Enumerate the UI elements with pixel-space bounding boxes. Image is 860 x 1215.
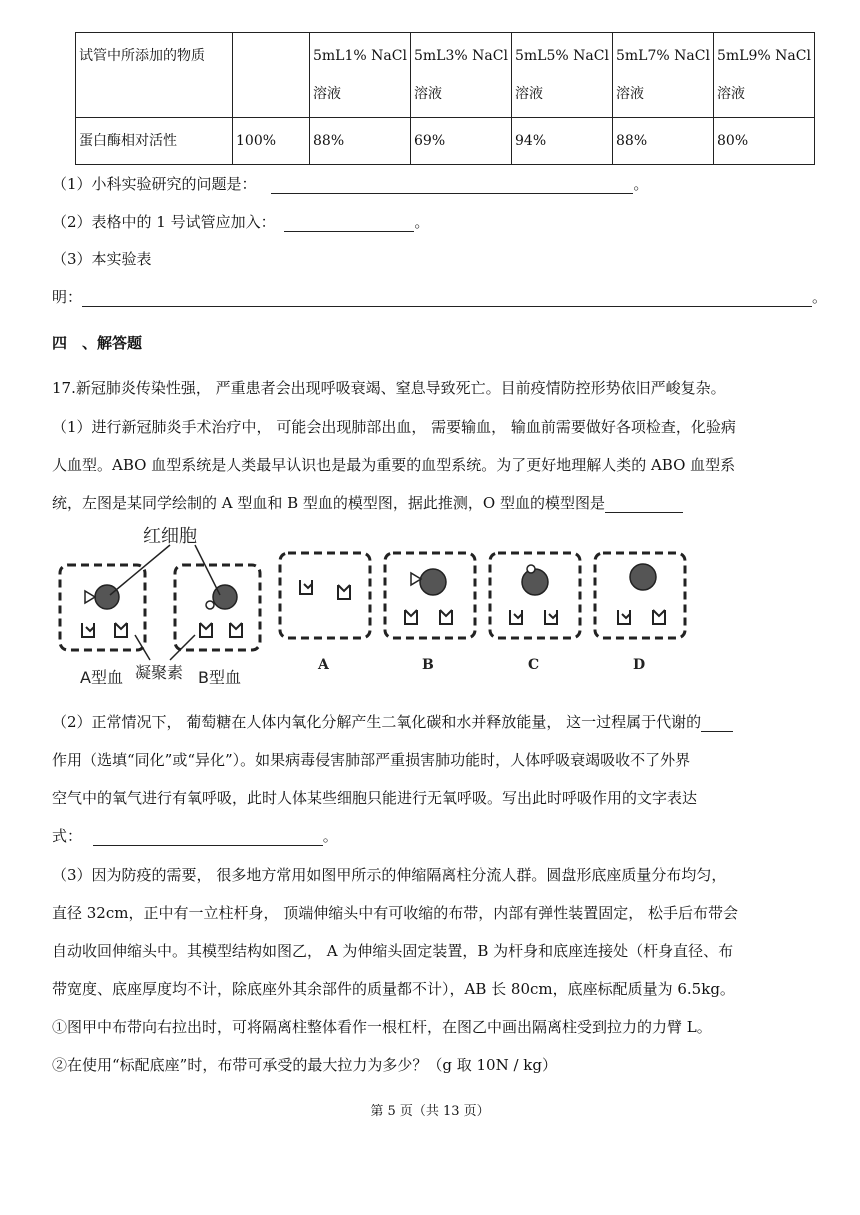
paragraph-line: 直径 32cm，正中有一立柱杆身， 顶端伸缩头中有可收缩的布带，内部有弹性装置固定， 松手后布带会 (52, 904, 739, 922)
paragraph-line: （1）进行新冠肺炎手术治疗中， 可能会出现肺部出血， 需要输血， 输血前需要做好各项检查，化验病 (52, 418, 736, 436)
answer-blank[interactable] (82, 290, 812, 307)
paragraph-line: 人血型。ABO 血型系统是人类最早认识也是最为重要的血型系统。为了更好地理解人类的 ABO 血型系 (52, 456, 736, 474)
question-2 (52, 211, 429, 232)
question-text: （1）小科实验研究的问题是： (52, 175, 257, 193)
question-1 (52, 173, 648, 194)
antigen-b-icon (527, 565, 535, 573)
option-b-box (385, 553, 475, 638)
table-cell: 69% (411, 118, 512, 165)
paragraph-line: 17.新冠肺炎传染性强， 严重患者会出现呼吸衰竭、窒息导致死亡。目前疫情防控形势依旧严峻复杂。 (52, 379, 726, 397)
table-cell: 5mL5% NaCl 溶液 (512, 33, 613, 118)
b-type-label: B型血 (198, 668, 241, 687)
question-text: （2）表格中的 1 号试管应加入： (52, 213, 276, 231)
red-cell-icon (630, 564, 656, 590)
experiment-table (75, 32, 815, 165)
option-b-label: B (422, 657, 434, 673)
table-cell: 蛋白酶相对活性 (76, 118, 233, 165)
paragraph-line: 空气中的氧气进行有氧呼吸，此时人体某些细胞只能进行无氧呼吸。写出此时呼吸作用的文字表达 (52, 789, 698, 807)
table-row (76, 118, 815, 165)
period: 。 (812, 288, 828, 306)
question-text: 式： (52, 827, 83, 845)
table-cell: 88% (310, 118, 411, 165)
rbc-label: 红细胞 (143, 526, 197, 547)
paragraph-line: 自动收回伸缩头中。其模型结构如图乙， A 为伸缩头固定装置，B 为杆身和底座连接处（杆身直径、布 (52, 942, 734, 960)
paragraph-line (52, 492, 683, 513)
table-row (76, 33, 815, 118)
paragraph-line: ①图甲中布带向右拉出时，可将隔离柱整体看作一根杠杆，在图乙中画出隔离柱受到拉力的力臂 L。 (52, 1018, 712, 1036)
period: 。 (414, 213, 430, 231)
paragraph-line: 带宽度、底座厚度均不计，除底座外其余部件的质量都不计），AB 长 80cm，底座标配质量为 6.5kg。 (52, 980, 735, 998)
paragraph-line: ②在使用“标配底座”时，布带可承受的最大拉力为多少？（g 取 10N / kg） (52, 1056, 557, 1074)
paragraph-line: 作用（选填“同化”或“异化”）。如果病毒侵害肺部严重损害肺功能时，人体呼吸衰竭吸收不了外界 (52, 751, 691, 769)
agglutinin-label: 凝聚素 (135, 663, 184, 682)
table-cell: 5mL3% NaCl 溶液 (411, 33, 512, 118)
question-3 (52, 286, 827, 307)
agglutinin-icon (405, 610, 417, 624)
period: 。 (633, 175, 649, 193)
section-heading: 四 、解答题 (52, 334, 143, 352)
paragraph-line (52, 711, 733, 732)
agglutinin-icon (82, 623, 94, 637)
b-type-box (175, 565, 260, 650)
table-cell (233, 33, 310, 118)
table-cell: 80% (714, 118, 815, 165)
option-c-label: C (528, 657, 540, 673)
agglutinin-icon (230, 623, 242, 637)
a-type-label: A型血 (80, 668, 123, 687)
question-text: 明： (52, 288, 83, 306)
table-cell: 试管中所添加的物质 (76, 33, 233, 118)
antigen-b-icon (206, 601, 214, 609)
red-cell-icon (95, 585, 119, 609)
question-3-label: （3）本实验表 (52, 250, 152, 268)
agglutinin-icon (115, 623, 127, 637)
agglutinin-icon (618, 610, 630, 624)
table-cell: 5mL7% NaCl 溶液 (613, 33, 714, 118)
answer-blank[interactable] (701, 715, 733, 732)
paragraph-line (52, 825, 338, 846)
table-cell: 100% (233, 118, 310, 165)
paragraph-line: （3）因为防疫的需要， 很多地方常用如图甲所示的伸缩隔离柱分流人群。圆盘形底座质量分布均匀， (52, 866, 727, 884)
option-a-label: A (318, 657, 329, 673)
red-cell-icon (420, 569, 446, 595)
antigen-a-icon (85, 591, 95, 603)
answer-blank[interactable] (605, 496, 683, 513)
answer-blank[interactable] (93, 829, 323, 846)
agglutinin-icon (300, 580, 312, 594)
agglutinin-icon (338, 585, 350, 599)
question-text: 统，左图是某同学绘制的 A 型血和 B 型血的模型图，据此推测，O 型血的模型图是 (52, 494, 605, 512)
table-cell: 5mL1% NaCl 溶液 (310, 33, 411, 118)
agglutinin-icon (440, 610, 452, 624)
red-cell-icon (522, 569, 548, 595)
answer-blank[interactable] (284, 215, 414, 232)
agglutinin-icon (653, 610, 665, 624)
table-cell: 94% (512, 118, 613, 165)
answer-blank[interactable] (271, 177, 633, 194)
option-a-box (280, 553, 370, 638)
page-footer: 第 5 页（共 13 页） (370, 1104, 490, 1119)
agglutinin-icon (545, 610, 557, 624)
option-d-label: D (633, 657, 646, 673)
table-cell: 88% (613, 118, 714, 165)
question-text: （2）正常情况下， 葡萄糖在人体内氧化分解产生二氧化碳和水并释放能量， 这一过程属于代谢的 (52, 713, 702, 731)
blood-type-figure (55, 525, 705, 695)
table-cell: 5mL9% NaCl 溶液 (714, 33, 815, 118)
period: 。 (322, 827, 338, 845)
agglutinin-icon (510, 610, 522, 624)
agglutinin-icon (200, 623, 212, 637)
